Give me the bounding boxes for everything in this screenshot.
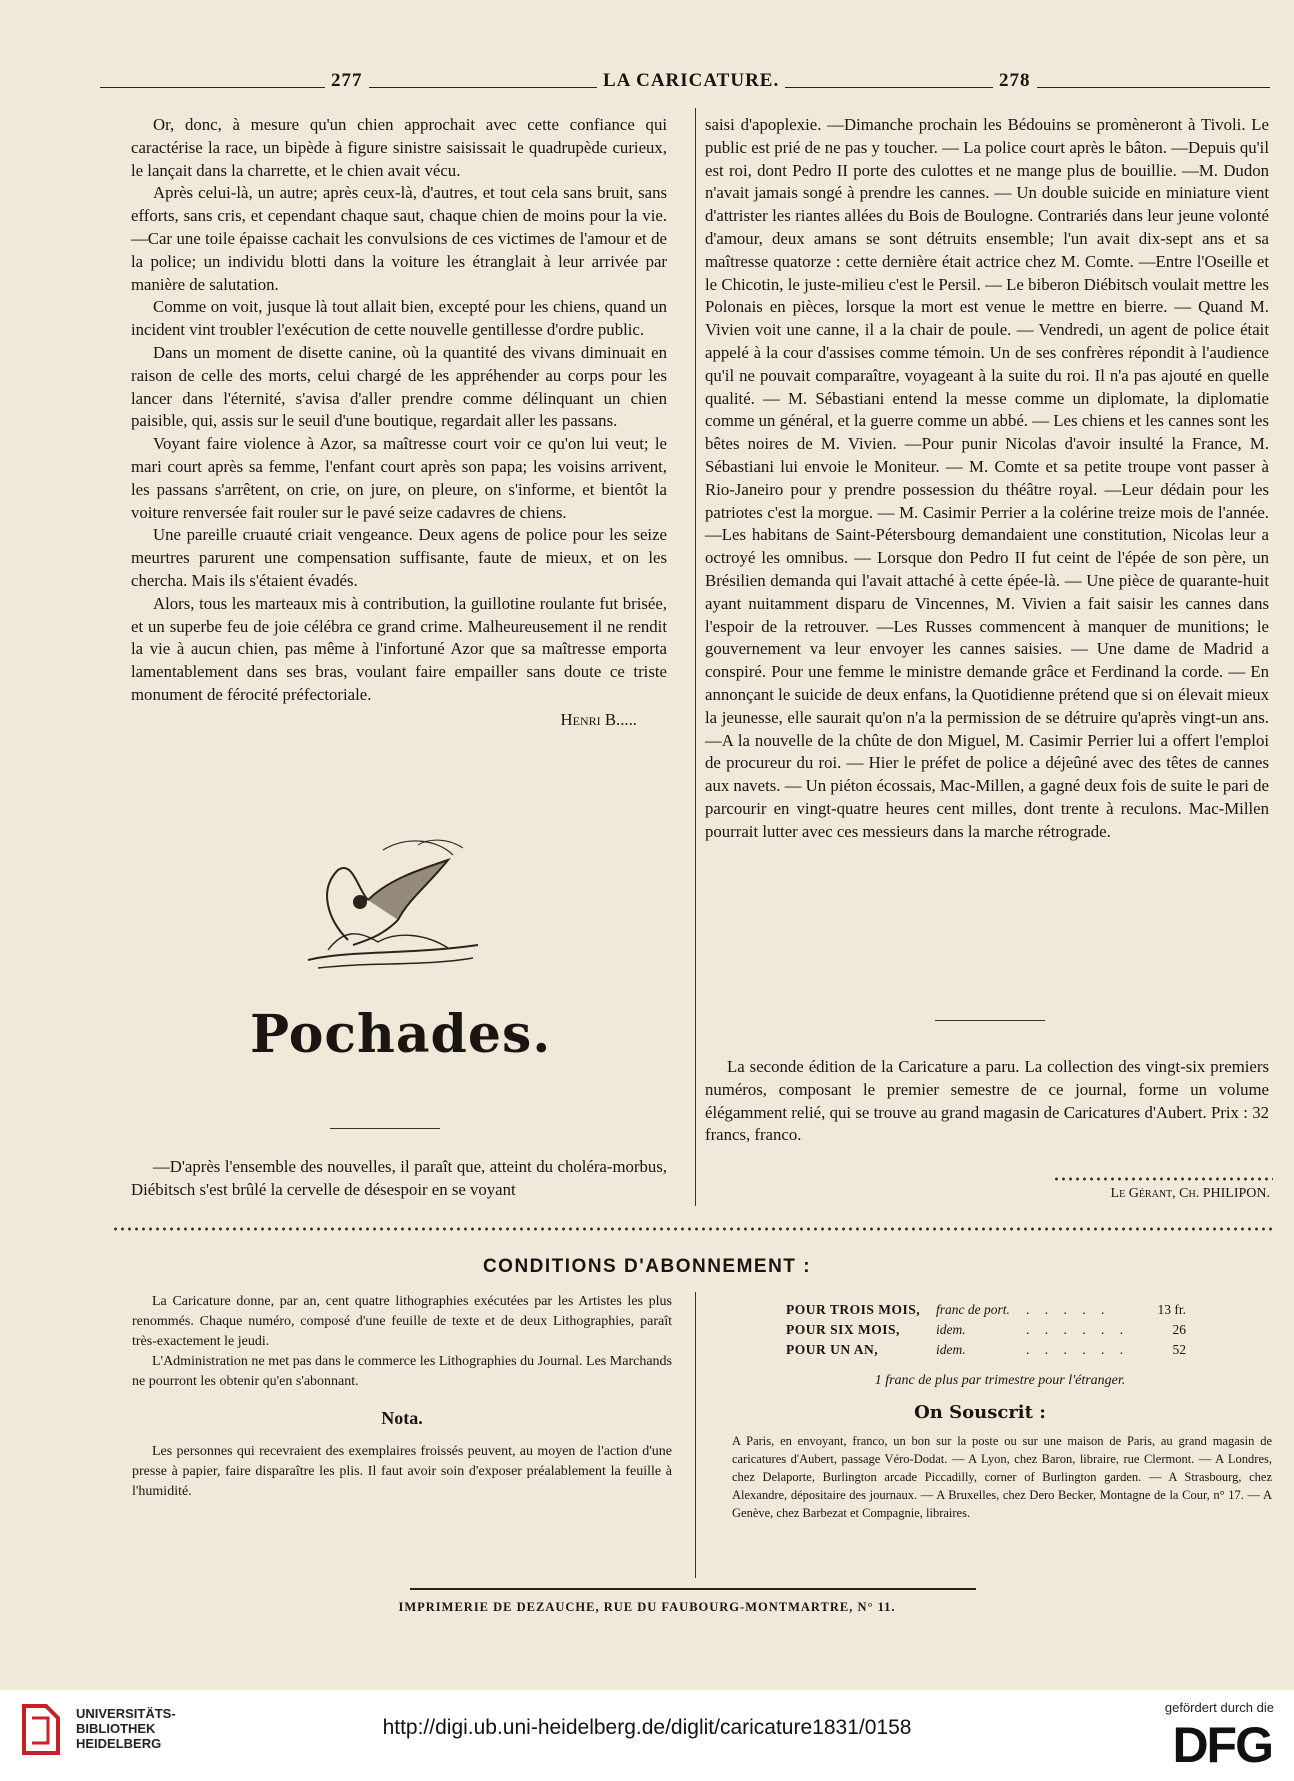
imprimerie-line: IMPRIMERIE DE DEZAUCHE, RUE DU FAUBOURG-MONTMARTRE, N° 11. <box>398 1600 896 1614</box>
left-paragraph: Dans un moment de disette canine, où la quantité des vivans diminuait en raison de celle des morts, celui chargé de les appréhender au corps pour les lancer dans l'éternité, s'avisa d'aller prendre comme délinquant un chien paisible, qui, assis sur le seuil d'une boutique, regardait aller les passans. <box>131 342 667 431</box>
gerant-signature: Le Gérant, Ch. PHILIPON. <box>1110 1186 1270 1201</box>
conditions-paragraph: L'Administration ne met pas dans le commerce les Lithographies du Journal. Les Marchands ne pourront les obtenir qu'en s'abonnant. <box>132 1354 672 1389</box>
dotted-rule <box>1053 1176 1273 1182</box>
left-paragraph: Comme on voit, jusque là tout allait bien, excepté pour les chiens, quand un incident vint troubler l'exécution de cette nouvelle gentillesse d'ordre public. <box>131 297 667 340</box>
left-paragraph: Alors, tous les marteaux mis à contribution, la guillotine roulante fut brisée, et un superbe feu de joie célébra ce grand crime. Malheureusement il ne rendit la vie à aucun chien, pas même à l'infortuné Azor que sa maîtresse emporta lamentablement dans ses bras, voulant faire empailler sans doute ce triste monument de férocité préfectoriale. <box>131 593 667 704</box>
conditions-title: CONDITIONS D'ABONNEMENT : <box>482 1256 812 1277</box>
price-row: POUR UN AN, idem. . . . . . . 52 <box>786 1342 1186 1357</box>
imprimerie-rule <box>410 1588 976 1590</box>
journal-title: LA CARICATURE. <box>597 70 785 92</box>
left-page-number: 277 <box>325 70 369 92</box>
page-header <box>100 70 1270 100</box>
left-paragraph: Or, donc, à mesure qu'un chien approchait avec cette confiance qui caractérise la race, un bipède à figure sinistre saisissait le quadrupède curieux, le lançait dans la charrette, et le chien avait vécu. <box>131 115 667 180</box>
conditions-left <box>132 1292 672 1502</box>
souscrit-block <box>732 1432 1272 1522</box>
dotted-rule <box>112 1226 1272 1232</box>
souscrit-text: A Paris, en envoyant, franco, un bon sur la poste ou sur une maison de Paris, au grand magasin de caricatures d'Aubert, passage Véro-Dodat. — A Lyon, chez Baron, libraire, rue Clermont. — A Londres, chez Delaporte, Burlington arcade Piccadilly, corner of Burlington garden. — A Strasbourg, chez Alexandre, dépositaire des journaux. — A Bruxelles, chez Dero Becker, Montagne de la Cour, n° 17. — A Genève, chez Barbezat et Compagnie, libraires. <box>732 1434 1272 1520</box>
ornament-divider <box>330 1128 440 1129</box>
nota-paragraph: Les personnes qui recevraient des exemplaires froissés peuvent, au moyen de l'action d'une presse à papier, faire disparaître les plis. Il faut avoir soin d'exposer préalablement la feuille à l'humidité. <box>132 1444 672 1499</box>
edition-notice: La seconde édition de la Caricature a paru. La collection des vingt-six premiers numéros, composant le premier semestre de ce journal, forme un volume élégamment relié, qui se trouve au grand magasin de Caricatures d'Aubert. Prix : 32 francs, franco. <box>705 1057 1269 1145</box>
ornament-divider <box>935 1020 1045 1021</box>
section-title-pochades: Pochades. <box>250 1004 552 1065</box>
signature: Henri B..... <box>560 709 637 729</box>
left-paragraph: Une pareille cruauté criait vengeance. Deux agens de police pour les seize meurtres parurent une compensation suffisante, faute de mieux, et on les chercha. Mais ils s'étaient évadés. <box>131 525 667 590</box>
notice-block <box>705 1056 1269 1147</box>
column-divider <box>695 108 696 1206</box>
bird-vignette-illustration <box>288 830 498 980</box>
left-column <box>131 114 667 732</box>
right-page-number: 278 <box>993 70 1037 92</box>
dfg-logo: DFG <box>1172 1717 1272 1773</box>
left-paragraph: Voyant faire violence à Azor, sa maîtresse court voir ce qu'on lui veut; le mari court après sa femme, l'enfant court après son papa; les voisins arrivent, les passans s'arrêtent, on crie, on jure, on pleure, on s'informe, et bientôt la voiture renversée fait rouler sur le pavé seize cadavres de chiens. <box>131 434 667 522</box>
library-name: UNIVERSITÄTS- BIBLIOTHEK HEIDELBERG <box>76 1706 176 1751</box>
conditions-paragraph: La Caricature donne, par an, cent quatre lithographies exécutées par les Artistes les plus renommés. Chaque numéro, composé d'une feuille de texte et de deux Lithographies, paraît très-exactement le jeudi. <box>132 1294 672 1349</box>
souscrit-heading: On Souscrit : <box>914 1402 1046 1423</box>
pochades-text-block <box>131 1156 667 1202</box>
foreign-surcharge: 1 franc de plus par trimestre pour l'étranger. <box>874 1373 1126 1388</box>
funded-by-label: gefördert durch die <box>1164 1700 1274 1715</box>
price-row: POUR TROIS MOIS, franc de port. . . . . . 13 fr. <box>786 1302 1186 1317</box>
pochades-paragraph: —D'après l'ensemble des nouvelles, il paraît que, atteint du choléra-morbus, Diébitsch s'est brûlé la cervelle de désespoir en se voyant <box>131 1157 667 1199</box>
price-row: POUR SIX MOIS, idem. . . . . . . 26 <box>786 1322 1186 1337</box>
nota-title: Nota. <box>381 1408 423 1428</box>
right-column <box>705 114 1269 844</box>
source-url-link[interactable]: http://digi.ub.uni-heidelberg.de/diglit/caricature1831/0158 <box>382 1716 912 1739</box>
right-paragraph: saisi d'apoplexie. —Dimanche prochain les Bédouins se promèneront à Tivoli. Le public est prié de ne pas y toucher. — La police court après le bâton. —Depuis qu'il est roi, dont Pedro II porte des culottes et ne mange plus de bouillie. —M. Dudon n'avait jamais songé à prendre les cannes. — Un double suicide en miniature vient d'attrister les riantes allées du Bois de Boulogne. Contrariés dans leur jeune volonté d'amour, deux amans se sont détruits ensemble; l'un avait dix-sept ans et sa maîtresse quatorze : cette dernière était actrice chez M. Comte. —Entre l'Oseille et le Chicotin, le juste-milieu c'est le Persil. — Le biberon Diébitsch voulait mettre les Polonais en pièces, lorsque la mort est venue le mettre en bierre. — Quand M. Vivien voit une canne, il a la chair de poule. — Vendredi, un agent de police était appelé à la cour d'assises comme témoin. Un de ses confrères répondit à l'audience qu'il ne pouvait comparaître, voyageant à la suite du roi. Il n'a pas ajouté en quelle qualité. — M. Sébastiani entend la messe comme un diplomate, la diplomatie comme un général, et la guerre comme un abbé. — Les chiens et les cannes sont les bêtes noires de M. Vivien. —Pour punir Nicolas d'avoir insulté la France, M. Sébastiani lui envoie le Moniteur. — M. Comte et sa petite troupe vont passer à Rio-Janeiro pour y prendre possession du théâtre royal. —Leur dédain pour les patriotes c'est la morgue. — M. Casimir Perrier a la colérine treize mois de l'année.—Les habitans de Saint-Pétersbourg demandaient une constitution, Nicolas leur a octroyé les omnibus. — Lorsque don Pedro II fut ceint de l'épée de son père, un Brésilien demanda qui l'avait attaché à cette épée-là. — Une pièce de quarante-huit ayant nuitamment disparu de Vincennes, M. Vivien a fait saisir les cannes dans l'espoir de la retrouver. —Les Russes commencent à manquer de munitions; le gouvernement va leur envoyer les cannes saisies. — Une dame de Madrid a conspiré. Pour une femme le ministre demande grâce et Ferdinand la corde. — En annonçant le suicide de deux enfans, la Quotidienne prétend que si on élevait mieux la jeunesse, elle saurait qu'on n'a la permission de se détruire qu'après vingt-un ans. —A la nouvelle de la chûte de don Miguel, M. Casimir Perrier lui a offert l'emploi de procureur du roi. — Hier le préfet de police a déjeûné avec des têtes de cannes aux navets. — Un piéton écossais, Mac-Millen, a gagné deux fois de suite le pari de parcourir en vingt-quatre heures cent milles, dont trente à reculons. Mac-Millen pourrait lutter avec ces messieurs dans la marche rétrograde. <box>705 115 1269 841</box>
left-paragraph: Après celui-là, un autre; après ceux-là, d'autres, et tout cela sans bruit, sans efforts, sans cris, et cependant chaque saut, chaque chien de moins pour la vie. —Car une toile épaisse cachait les convulsions de ces victimes de l'amour et de la police; un individu blotti dans la voiture les étranglait à leur arrivée par manière de salutation. <box>131 183 667 294</box>
price-table <box>786 1302 1226 1362</box>
conditions-divider <box>695 1292 696 1578</box>
